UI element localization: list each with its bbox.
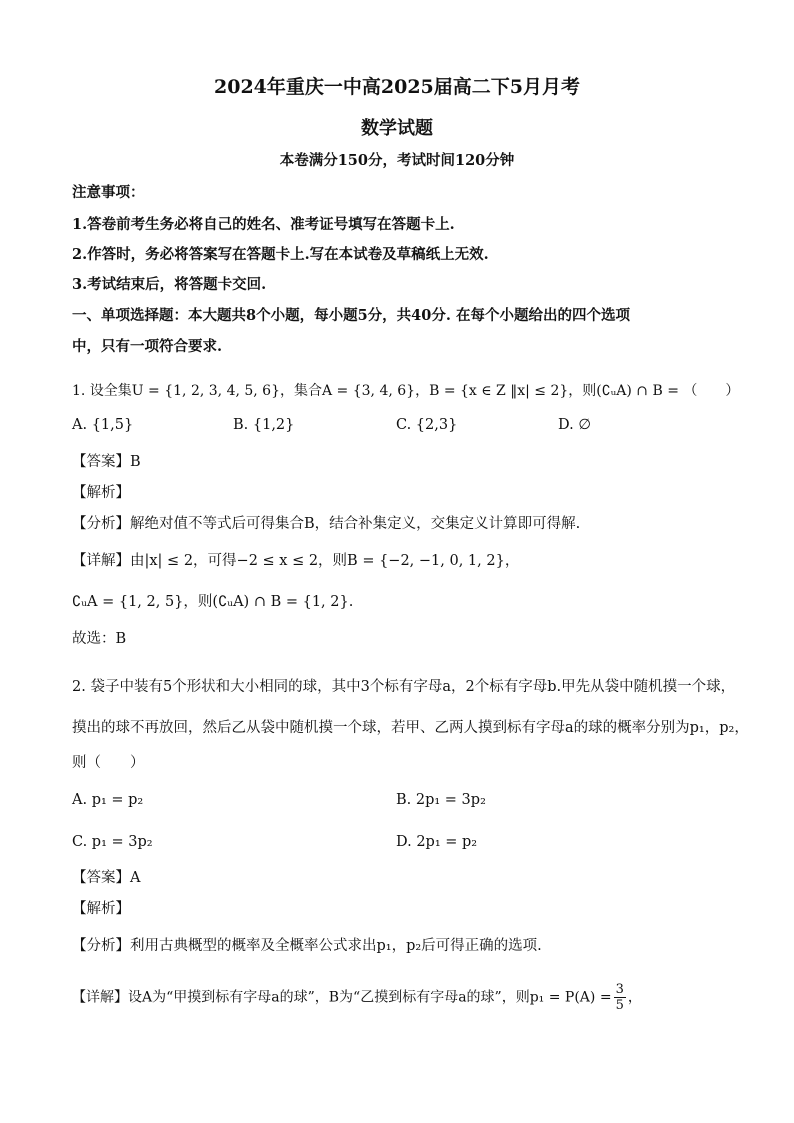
fraction [614, 982, 626, 1013]
q2-option-b: B. 2p₁ = 3p₂ [396, 792, 486, 808]
q1-detail-2: ∁ᵤA = {1, 2, 5}，则(∁ᵤA) ∩ B = {1, 2}. [72, 594, 354, 610]
exam-info: 本卷满分150分，考试时间120分钟 [279, 152, 515, 169]
q2-detail-1-trail: ， [627, 989, 642, 1006]
q2-stem-2: 摸出的球不再放回，然后乙从袋中随机摸一个球，若甲、乙两人摸到标有字母a的球的概率分别为p₁，p₂， [72, 720, 749, 736]
exam-subject: 数学试题 [361, 118, 433, 139]
q1-stem: 1. 设全集U = {1, 2, 3, 4, 5, 6}，集合A = {3, 4, 6}，B = {x ∈ Z ‖x| ≤ 2}，则(∁ᵤA) ∩ B = （ ） [72, 383, 740, 399]
q2-fenxi: 【分析】利用古典概型的概率及全概率公式求出p₁，p₂后可得正确的选项. [72, 938, 542, 954]
q2-stem-1: 2. 袋子中装有5个形状和大小相同的球，其中3个标有字母a，2个标有字母b.甲先从袋中随机摸一个球， [72, 679, 736, 695]
note-item-2: 2.作答时，务必将答案写在答题卡上.写在本试卷及草稿纸上无效. [72, 246, 489, 263]
notes-heading: 注意事项： [72, 184, 145, 201]
q1-option-d: D. ∅ [558, 417, 591, 433]
q2-stem-3: 则（ ） [72, 755, 145, 771]
q2-detail-1-text: 【详解】设A为“甲摸到标有字母a的球”，B为“乙摸到标有字母a的球”，则p₁ = P(A) = [72, 989, 612, 1006]
q2-option-a: A. p₁ = p₂ [72, 792, 144, 808]
q1-conclusion: 故选：B [72, 631, 127, 647]
q1-option-c: C. {2,3} [396, 417, 458, 433]
q1-analysis: 【解析】 [72, 485, 130, 501]
q1-answer: 【答案】B [72, 454, 141, 470]
q1-option-b: B. {1,2} [233, 417, 295, 433]
q1-fenxi: 【分析】解绝对值不等式后可得集合B，结合补集定义，交集定义计算即可得解. [72, 516, 581, 532]
section1-line1: 一、单项选择题：本大题共8个小题，每小题5分，共40分. 在每个小题给出的四个选项 [72, 307, 630, 324]
fraction-numerator: 3 [615, 982, 624, 997]
q2-answer: 【答案】A [72, 870, 141, 886]
q2-detail-1 [72, 982, 724, 1013]
section1-line2: 中，只有一项符合要求. [72, 338, 223, 355]
note-item-3: 3.考试结束后，将答题卡交回. [72, 276, 267, 293]
q2-option-d: D. 2p₁ = p₂ [396, 834, 478, 850]
fraction-denominator: 5 [615, 998, 624, 1013]
note-item-1: 1.答卷前考生务必将自己的姓名、准考证号填写在答题卡上. [72, 216, 455, 233]
q1-detail-1: 【详解】由|x| ≤ 2，可得−2 ≤ x ≤ 2，则B = {−2, −1, 0, 1, 2}， [72, 553, 520, 569]
q2-analysis: 【解析】 [72, 901, 130, 917]
exam-title: 2024年重庆一中高2025届高二下5月月考 [214, 76, 580, 98]
q2-option-c: C. p₁ = 3p₂ [72, 834, 153, 850]
q1-option-a: A. {1,5} [72, 417, 134, 433]
